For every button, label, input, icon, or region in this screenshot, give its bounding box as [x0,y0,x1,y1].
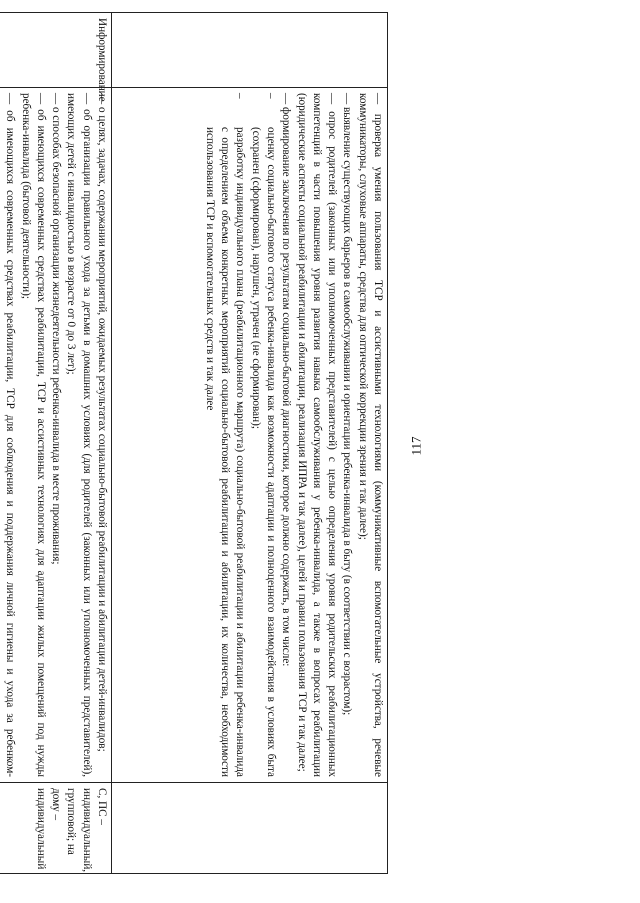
sub-list-item: –разработку индивидуального плана (реабилитационного маршрута) социально-бытовой реабилитации и абилитации ребенка-инвалида с определением объема конкретных мероприятий социально-бытовой реабилитации и абилитации, их количества, необходимости использования ТСР и вспомогательных средств и так далее [203,93,247,777]
list-item: — о целях, задачах, содержании мероприятий, ожидаемых результатах социально-бытовой реабилитации и абилитации детей-инвалидов; [96,93,108,752]
list-item: — об организации правильного ухода за детьми в домашних условиях (для родителей (законных или уполномоченных представителей), имеющих детей с инвалидностью в возрасте от 0 до 3 лет); [65,93,93,777]
table-row [0,13,112,874]
list-item: — опрос родителей (законных или уполномоченных представителей) с целью определения уровня родительских реабилитационных компетенций в части повышения уровня развития навыка самообслуживания у ребенка-инвалида, а также в вопросах реабилитации (юридические аспекты социальной реабилитации и абилитации, реализация ИПРА и так далее), целей и правил пользования ТСР и так далее; [295,93,339,777]
table-row [112,13,388,874]
row-label-cell [112,13,388,88]
row-mode-cell: С, ПС – индивидуальный, групповой; на дому – индивидуальный [0,783,112,874]
list-item: — проверка умения пользования ТСР и ассистивными технологиями (коммуникативные вспомогательные устройства, речевые коммуникаторы, слуховые аппараты, средства для оптической коррекции зрения и так далее); [356,93,384,777]
row-content-cell [112,88,388,783]
table-sheet [4,12,388,874]
row-label-cell: Информирование [0,13,112,88]
sub-list-item: –оценку социально-бытового статуса ребенка-инвалида как возможности адаптации и полноценного взаимодействия в условиях быта (сохранен (сформирован), нарушен, утрачен (не сформирован); [249,93,277,777]
content-table [0,12,388,874]
list-item: — выявление существующих барьеров в самообслуживании и ориентации ребенка-инвалида в быту (в соответствии с возрастом); [341,93,354,716]
list-item: — о способах безопасной организации жизнедеятельности ребенка-инвалида в месте проживания; [50,93,63,565]
list-item: — формирование заключения по результатам социально-бытовой диагностики, которое должно содержать, в том числе: [280,93,293,667]
page-number: 117 [408,436,424,456]
list-item: — об имеющихся современных средствах реабилитации, ТСР для соблюдения и поддержания личной гигиены и ухода за ребенком- [4,93,17,777]
row-mode-cell [112,783,388,874]
row-content-cell [0,88,112,783]
list-item: — об имеющихся современных средствах реабилитации, ТСР и ассистивных технологиях для адаптации жилых помещений под нужды ребенка-инвалида (бытовой деятельности); [19,93,47,777]
